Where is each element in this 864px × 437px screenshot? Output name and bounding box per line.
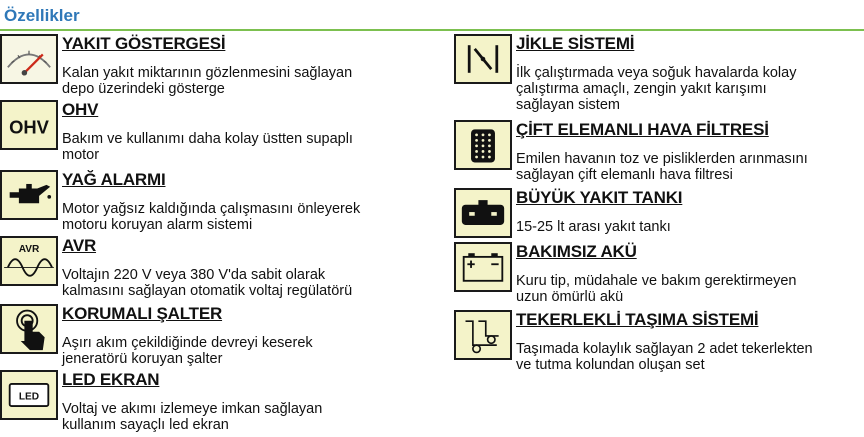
ohv-icon-label: OHV [9, 116, 49, 138]
feature-description: Kuru tip, müdahale ve bakım gerektirmeyen uzun ömürlü akü [516, 273, 797, 305]
feature-description: Emilen havanın toz ve pisliklerden arınmasını sağlayan çift elemanlı hava filtresi [516, 151, 808, 183]
touch-switch-icon [0, 304, 58, 354]
header-divider [0, 29, 864, 31]
led-icon-label: LED [18, 391, 40, 403]
feature-title: BAKIMSIZ AKÜ [516, 242, 637, 261]
feature-description: Bakım ve kullanımı daha kolay üstten supaplı motor [62, 131, 353, 163]
led-display-icon [0, 370, 58, 420]
oil-can-icon [0, 170, 58, 220]
feature-title: OHV [62, 100, 99, 119]
feature-description: Kalan yakıt miktarının gözlenmesini sağlayan depo üzerindeki gösterge [62, 65, 353, 97]
battery-icon [454, 242, 512, 292]
fuel-gauge-icon [0, 34, 58, 84]
feature-title: KORUMALI ŞALTER [62, 304, 223, 323]
feature-title: BÜYÜK YAKIT TANKI [516, 188, 683, 207]
ohv-icon [0, 100, 58, 150]
section-header [0, 0, 864, 32]
feature-description: Motor yağsız kaldığında çalışmasını önleyerek motoru koruyan alarm sistemi [62, 201, 361, 233]
avr-icon [0, 236, 58, 286]
section-title: Özellikler [4, 6, 80, 25]
feature-title: YAKIT GÖSTERGESİ [62, 34, 226, 53]
feature-title: YAĞ ALARMI [62, 170, 166, 189]
feature-description: İlk çalıştırmada veya soğuk havalarda kolay çalıştırma amaçlı, zengin yakıt karışımı sağlayan sistem [516, 65, 797, 113]
feature-description: Taşımada kolaylık sağlayan 2 adet tekerlekten ve tutma kolundan oluşan set [516, 341, 813, 373]
feature-description: Aşırı akım çekildiğinde devreyi keserek jeneratörü koruyan şalter [62, 335, 313, 367]
feature-title: AVR [62, 236, 97, 255]
fuel-tank-icon [454, 188, 512, 238]
feature-description: 15-25 lt arası yakıt tankı [516, 219, 671, 235]
air-filter-icon [454, 120, 512, 170]
feature-description: Voltaj ve akımı izlemeye imkan sağlayan kullanım sayaçlı led ekran [62, 401, 323, 433]
choke-icon [454, 34, 512, 84]
feature-title: LED EKRAN [62, 370, 160, 389]
avr-icon-label: AVR [18, 243, 40, 255]
feature-title: JİKLE SİSTEMİ [516, 34, 635, 53]
feature-title: TEKERLEKLİ TAŞIMA SİSTEMİ [516, 310, 759, 329]
wheel-kit-icon [454, 310, 512, 360]
feature-title: ÇİFT ELEMANLI HAVA FİLTRESİ [516, 120, 769, 139]
feature-description: Voltajın 220 V veya 380 V'da sabit olarak kalmasını sağlayan otomatik voltaj regülatörü [62, 267, 353, 299]
